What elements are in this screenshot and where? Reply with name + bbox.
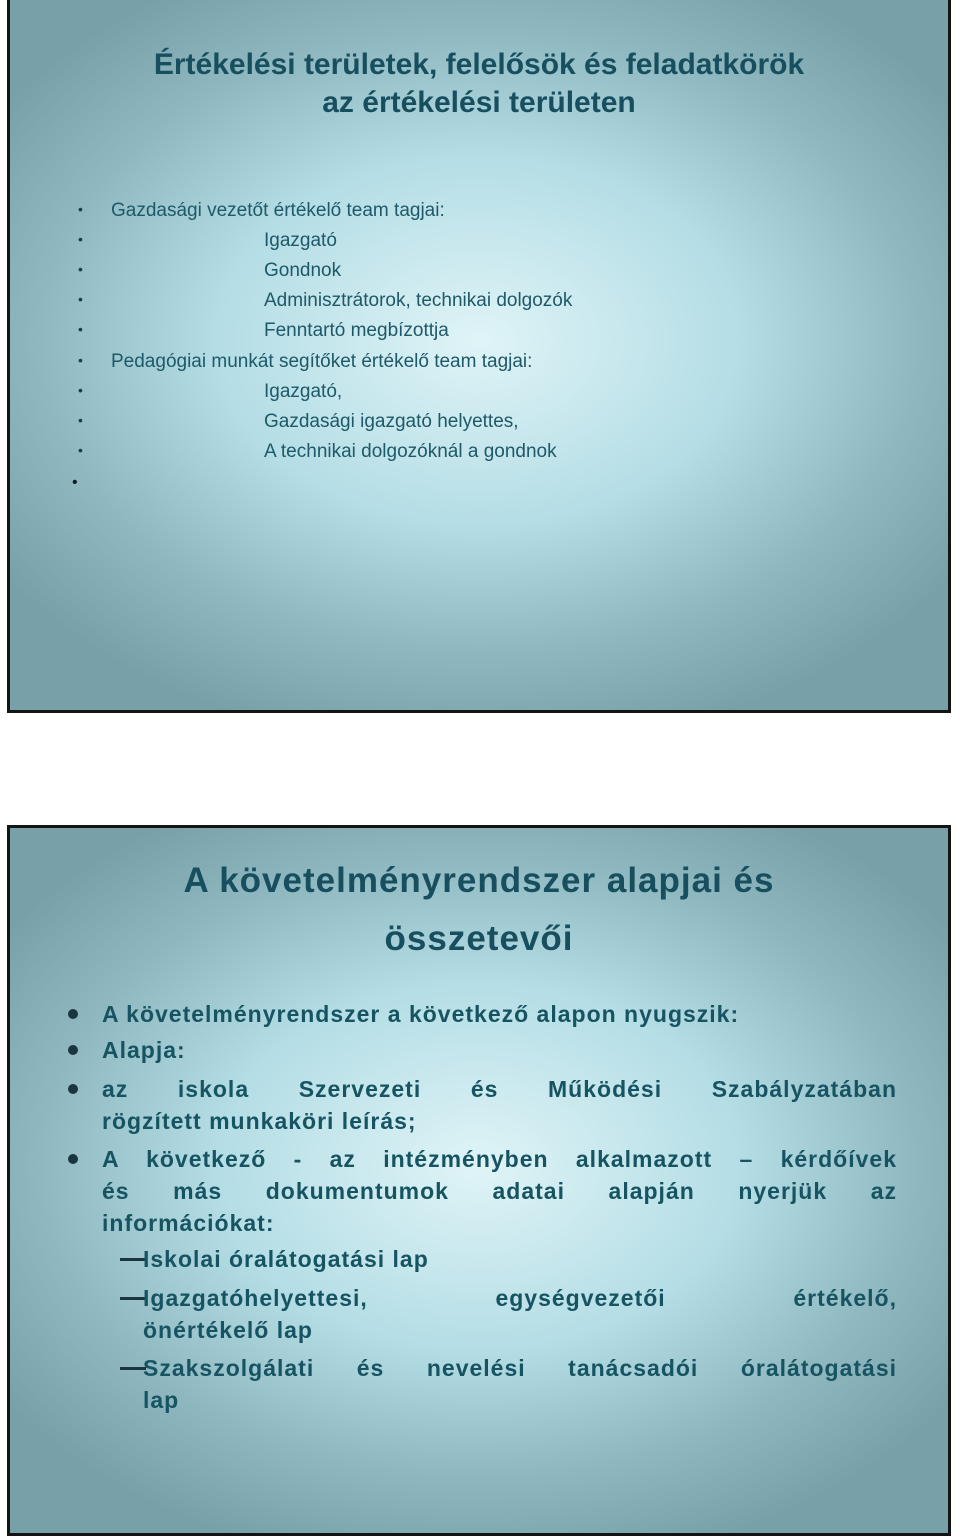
bullet-text: A követelményrendszer a következő alapon nyugszik: [102, 1001, 740, 1027]
bullet-icon: • [78, 412, 83, 428]
bullet-icon: • [78, 382, 83, 398]
list-item: Igazgató [264, 230, 337, 251]
bullet-text-continued: információkat: [102, 1210, 275, 1236]
bullet-icon: • [78, 261, 83, 277]
slide1-title [10, 46, 948, 122]
sub-bullet-text-continued: lap [143, 1387, 180, 1413]
sub-bullet-text: Iskolai óralátogatási lap [143, 1246, 429, 1272]
bullet-text: Alapja: [102, 1037, 186, 1063]
bullet-icon [68, 1045, 78, 1055]
bullet-icon: • [78, 442, 83, 458]
bullet-text: A következő - az intézményben alkalmazott – kérdőívek [102, 1146, 897, 1172]
slide2-title-line2: összetevői [384, 919, 574, 958]
bullet-text-continued: rögzített munkaköri leírás; [102, 1108, 417, 1134]
sub-bullet-text-continued: önértékelő lap [143, 1317, 313, 1343]
slide1-title-line1: Értékelési területek, felelősök és feladatkörök [153, 48, 805, 81]
list-item: Igazgató, [264, 381, 343, 402]
bullet-text-continued: és más dokumentumok adatai alapján nyerjük az [102, 1178, 897, 1204]
bullet-icon: • [72, 474, 78, 491]
slide1-title-line2: az értékelési területen [322, 86, 636, 119]
bullet-icon: • [78, 321, 83, 337]
list-item: Adminisztrátorok, technikai dolgozók [264, 290, 573, 311]
bullet-icon: • [78, 201, 83, 217]
sub-bullet-text: Igazgatóhelyettesi, egységvezetői értékelő, [143, 1285, 897, 1311]
bullet-icon [68, 1084, 78, 1094]
list-item: Fenntartó megbízottja [264, 320, 449, 341]
list-item: Pedagógiai munkát segítőket értékelő team tagjai: [111, 351, 533, 372]
bullet-icon: • [78, 291, 83, 307]
slide-evaluation-areas [7, 0, 951, 713]
slide-requirement-system [7, 825, 951, 1536]
bullet-icon: • [78, 231, 83, 247]
list-item: A technikai dolgozóknál a gondnok [264, 441, 557, 462]
bullet-icon: • [78, 352, 83, 368]
bullet-icon [68, 1009, 78, 1019]
sub-bullet-text: Szakszolgálati és nevelési tanácsadói óralátogatási [143, 1355, 897, 1381]
list-item: Gazdasági igazgató helyettes, [264, 411, 519, 432]
list-item: Gondnok [264, 260, 342, 281]
bullet-text: az iskola Szervezeti és Működési Szabályzatában [102, 1076, 897, 1102]
list-item: Gazdasági vezetőt értékelő team tagjai: [111, 200, 445, 221]
bullet-icon [68, 1154, 78, 1164]
slide2-title-line1: A követelményrendszer alapjai és [183, 861, 775, 900]
slide2-title [10, 852, 948, 968]
